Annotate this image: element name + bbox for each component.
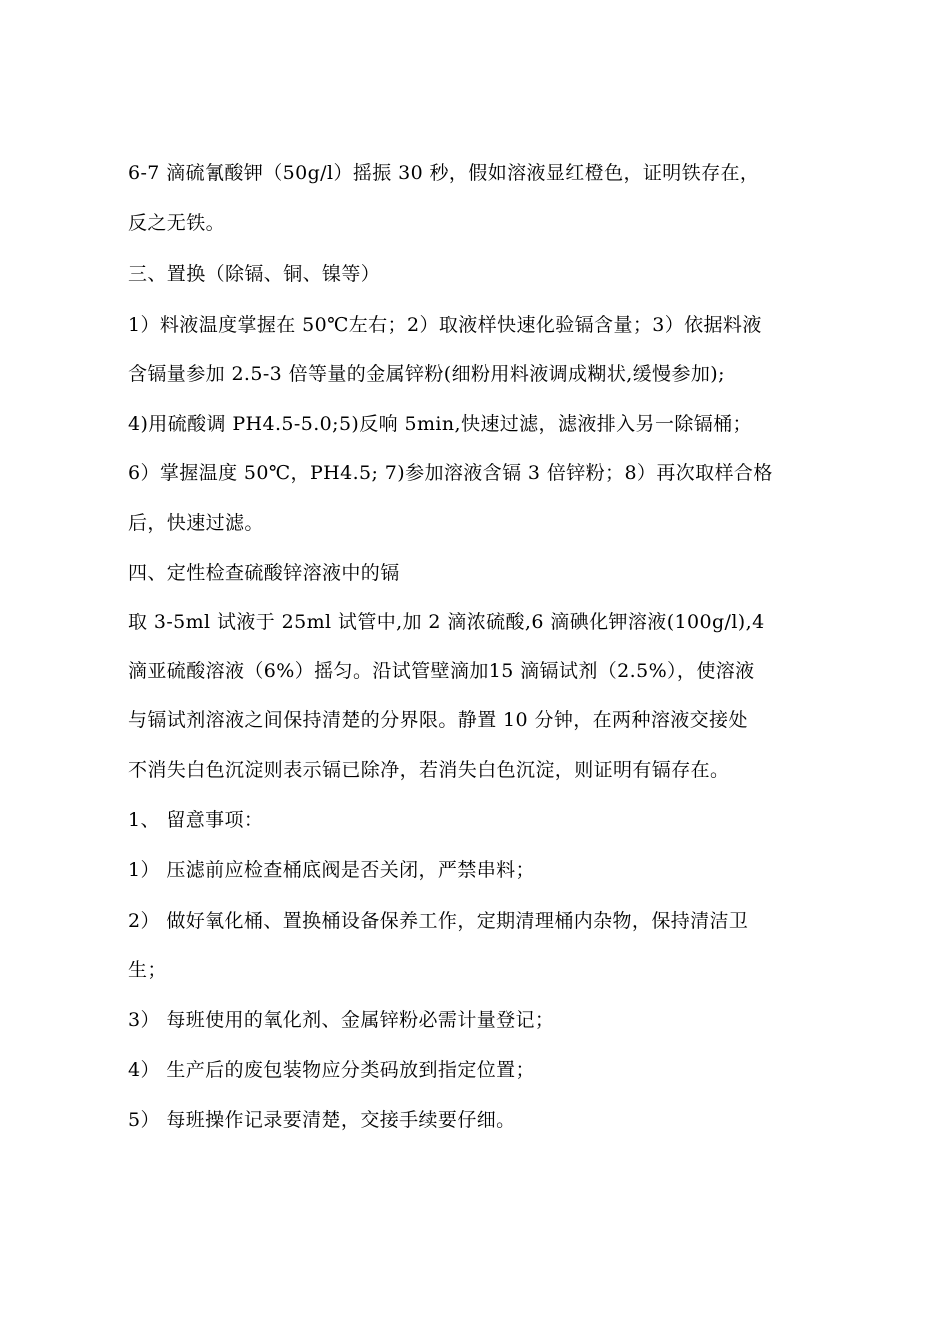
list-item-continuation: 生； [128, 959, 167, 981]
text-line: 含镉量参加 2.5-3 倍等量的金属锌粉(细粉用料液调成糊状,缓慢参加); [128, 363, 725, 385]
text-line: 与镉试剂溶液之间保持清楚的分界限。静置 10 分钟，在两种溶液交接处 [128, 709, 748, 731]
text-line: 6）掌握温度 50℃，PH4.5; 7)参加溶液含镉 3 倍锌粉；8）再次取样合格 [128, 462, 773, 484]
list-item: 1） 压滤前应检查桶底阀是否关闭，严禁串料； [128, 859, 535, 881]
text-line: 反之无铁。 [128, 212, 226, 234]
list-item: 5） 每班操作记录要清楚，交接手续要仔细。 [128, 1109, 516, 1131]
text-line: 不消失白色沉淀则表示镉已除净，若消失白色沉淀，则证明有镉存在。 [128, 759, 730, 781]
text-line: 取 3-5ml 试液于 25ml 试管中,加 2 滴浓硫酸,6 滴碘化钾溶液(100g/l),4 [128, 611, 765, 633]
list-item: 4） 生产后的废包装物应分类码放到指定位置； [128, 1059, 535, 1081]
section-heading: 三、置换（除镉、铜、镍等） [128, 263, 381, 285]
text-line: 4)用硫酸调 PH4.5-5.0;5)反响 5min,快速过滤，滤液排入另一除镉桶； [128, 413, 752, 435]
text-line: 后，快速过滤。 [128, 512, 264, 534]
section-heading: 四、定性检查硫酸锌溶液中的镉 [128, 562, 400, 584]
text-line: 滴亚硫酸溶液（6%）摇匀。沿试管壁滴加15 滴镉试剂（2.5%），使溶液 [128, 660, 755, 682]
section-heading: 1、 留意事项： [128, 809, 264, 831]
text-line: 6-7 滴硫氰酸钾（50g/l）摇振 30 秒，假如溶液显红橙色，证明铁存在， [128, 162, 760, 184]
text-line: 1）料液温度掌握在 50℃左右；2）取液样快速化验镉含量；3）依据料液 [128, 314, 762, 336]
list-item: 2） 做好氧化桶、置换桶设备保养工作，定期清理桶内杂物，保持清洁卫 [128, 910, 749, 932]
list-item: 3） 每班使用的氧化剂、金属锌粉必需计量登记； [128, 1009, 555, 1031]
